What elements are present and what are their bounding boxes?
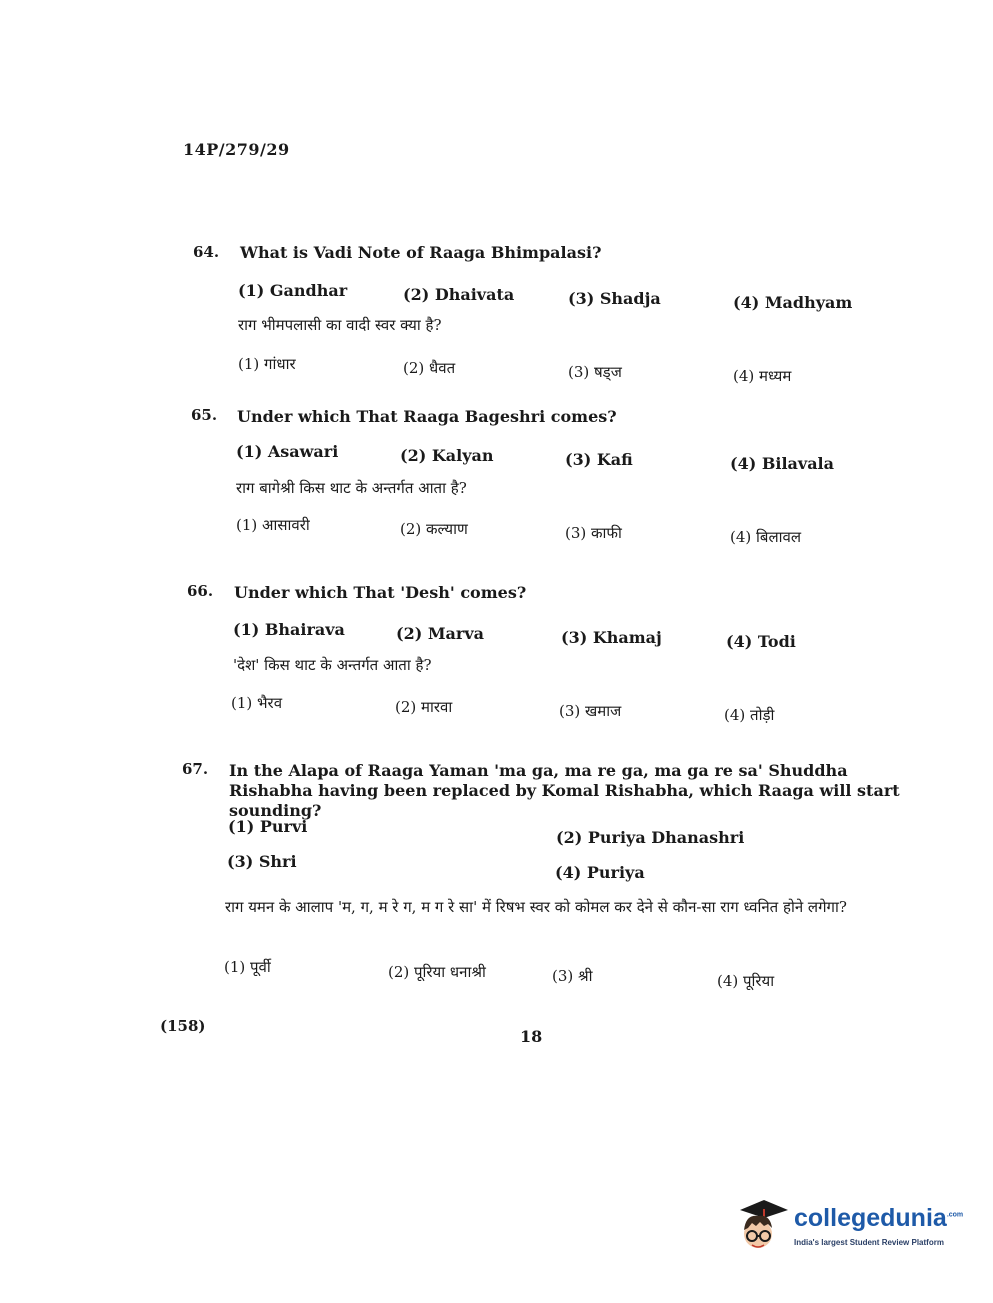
- question-text-hi: राग भीमपलासी का वादी स्वर क्या है?: [238, 316, 442, 334]
- question-number: 65.: [191, 406, 218, 424]
- option-hi-3: (3) काफी: [565, 524, 622, 542]
- logo-tagline: India's largest Student Review Platform: [794, 1238, 944, 1247]
- option-en-2: (2) Dhaivata: [403, 285, 515, 304]
- option-en-3: (3) Shadja: [568, 289, 661, 308]
- question-text-hi: 'देश' किस थाट के अन्तर्गत आता है?: [233, 656, 432, 674]
- question-text-en: In the Alapa of Raaga Yaman 'ma ga, ma re ga, ma ga re sa' Shuddha Rishabha having been replaced by Komal Rishabha, which Raaga will start sounding?: [229, 761, 900, 820]
- option-hi-2: (2) मारवा: [395, 698, 453, 716]
- option-en-3: (3) Khamaj: [561, 628, 662, 647]
- question-count: (158): [160, 1017, 206, 1035]
- option-hi-4: (4) तोड़ी: [724, 706, 775, 724]
- option-en-3: (3) Shri: [227, 852, 297, 871]
- option-en-2: (2) Marva: [396, 624, 485, 643]
- question-number: 67.: [182, 760, 209, 778]
- option-en-1: (1) Gandhar: [238, 281, 348, 300]
- option-en-1: (1) Bhairava: [233, 620, 345, 639]
- option-hi-1: (1) भैरव: [231, 694, 283, 712]
- logo-wordmark: collegedunia$^{.com}$: [794, 1204, 964, 1232]
- option-hi-2: (2) पूरिया धनाश्री: [388, 963, 486, 981]
- option-en-1: (1) Purvi: [228, 817, 308, 836]
- option-hi-4: (4) पूरिया: [717, 972, 775, 990]
- question-text-en: Under which That Raaga Bageshri comes?: [237, 407, 617, 426]
- paper-code: 14P/279/29: [183, 140, 290, 159]
- option-hi-1: (1) पूर्वी: [224, 958, 271, 976]
- option-en-4: (4) Puriya: [555, 863, 645, 882]
- question-text-hi: राग यमन के आलाप 'म, ग, म रे ग, म ग रे सा' में रिषभ स्वर को कोमल कर देने से कौन-सा राग ध्वनित होने लगेगा?: [225, 898, 847, 916]
- option-en-2: (2) Puriya Dhanashri: [556, 828, 745, 847]
- option-hi-4: (4) बिलावल: [730, 528, 802, 546]
- option-en-1: (1) Asawari: [236, 442, 339, 461]
- option-hi-1: (1) आसावरी: [236, 516, 310, 534]
- option-hi-2: (2) कल्याण: [400, 520, 468, 538]
- question-text-en: Under which That 'Desh' comes?: [234, 583, 527, 602]
- option-hi-3: (3) खमाज: [559, 702, 622, 720]
- option-en-4: (4) Bilavala: [730, 454, 834, 473]
- question-number: 66.: [187, 582, 214, 600]
- student-mascot-icon: [734, 1196, 790, 1260]
- page-number: 18: [520, 1027, 543, 1046]
- option-hi-2: (2) धैवत: [403, 359, 456, 377]
- option-hi-1: (1) गांधार: [238, 355, 296, 373]
- option-hi-4: (4) मध्यम: [733, 367, 792, 385]
- option-en-3: (3) Kafi: [565, 450, 633, 469]
- option-en-2: (2) Kalyan: [400, 446, 494, 465]
- option-hi-3: (3) षड्ज: [568, 363, 622, 381]
- option-en-4: (4) Todi: [726, 632, 796, 651]
- option-hi-3: (3) श्री: [552, 967, 593, 985]
- option-en-4: (4) Madhyam: [733, 293, 853, 312]
- question-number: 64.: [193, 243, 220, 261]
- question-text-en: What is Vadi Note of Raaga Bhimpalasi?: [240, 243, 602, 262]
- question-text-hi: राग बागेश्री किस थाट के अन्तर्गत आता है?: [236, 479, 467, 497]
- collegedunia-logo: [734, 1196, 964, 1260]
